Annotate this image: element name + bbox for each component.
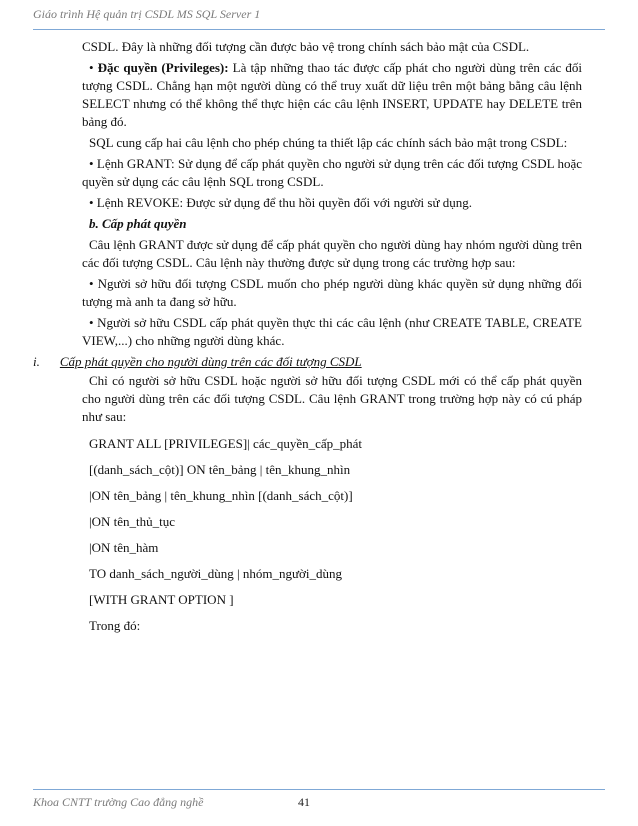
code-line: |ON tên_thủ_tục — [89, 514, 176, 529]
code-line: |ON tên_bảng | tên_khung_nhìn [(danh_sách_cột)] — [89, 488, 353, 503]
page-content — [33, 38, 582, 643]
code-line: Trong đó: — [89, 618, 141, 633]
subsection-marker: i. — [33, 354, 40, 369]
paragraph-revoke: • Lệnh REVOKE: Được sử dụng để thu hồi quyền đối với người sử dụng. — [89, 195, 473, 210]
code-line: [(danh_sách_cột)] ON tên_bảng | tên_khung_nhìn — [89, 462, 351, 477]
paragraph-grant: • Lệnh GRANT: Sử dụng để cấp phát quyền cho người sử dụng trên các đối tượng CSDL hoặc quyền sử dụng các câu lệnh SQL trong CSDL. — [82, 156, 582, 189]
code-line: TO danh_sách_người_dùng | nhóm_người_dùng — [89, 566, 342, 581]
paragraph: Chỉ có người sở hữu CSDL hoặc người sở hữu đối tượng CSDL mới có thể cấp phát quyền cho người dùng trên các đối tượng CSDL. Câu lệnh GRANT trong trường hợp này có cú pháp như sau: — [82, 373, 582, 424]
paragraph: • Người sở hữu CSDL cấp phát quyền thực thi các câu lệnh (như CREATE TABLE, CREATE VIEW,...) cho những người dùng khác. — [82, 315, 582, 348]
paragraph: CSDL. Đây là những đối tượng cần được bảo vệ trong chính sách bảo mật của CSDL. — [82, 39, 530, 54]
code-line: [WITH GRANT OPTION ] — [89, 592, 234, 607]
paragraph: SQL cung cấp hai câu lệnh cho phép chúng ta thiết lập các chính sách bảo mật trong CSDL: — [89, 135, 568, 150]
code-line: |ON tên_hàm — [89, 540, 159, 555]
page-number: 41 — [298, 795, 310, 809]
paragraph-text: Là tập những thao tác được cấp phát cho người dùng trên các đối tượng CSDL. Chẳng hạn một người dùng có thể truy xuất dữ liệu trên một bảng bằng câu lệnh SELECT nhưng có thể không thể thực hiện các câu lệnh INSERT, UPDATE hay DELETE trên bảng đó. — [82, 60, 582, 129]
paragraph-privileges — [82, 59, 582, 131]
term-privileges: Đặc quyền (Privileges): — [97, 60, 229, 75]
header-divider — [33, 29, 605, 30]
running-header: Giáo trình Hệ quản trị CSDL MS SQL Server 1 — [33, 7, 261, 21]
paragraph: • Người sở hữu đối tượng CSDL muốn cho phép người dùng khác quyền sử dụng những đối tượng mà anh ta đang sở hữu. — [82, 276, 582, 309]
code-line: GRANT ALL [PRIVILEGES]| các_quyền_cấp_phát — [89, 436, 363, 451]
section-heading: b. Cấp phát quyền — [89, 216, 187, 231]
footer-text: Khoa CNTT trường Cao đẳng nghề — [33, 795, 204, 809]
subsection-title: Cấp phát quyền cho người dùng trên các đối tượng CSDL — [59, 354, 362, 369]
subsection-heading — [33, 353, 582, 371]
paragraph: Câu lệnh GRANT được sử dụng để cấp phát quyền cho người dùng hay nhóm người dùng trên các đối tượng CSDL. Câu lệnh này thường được sử dụng trong các trường hợp sau: — [82, 237, 582, 270]
footer-divider — [33, 789, 605, 790]
bullet: • — [89, 60, 98, 75]
